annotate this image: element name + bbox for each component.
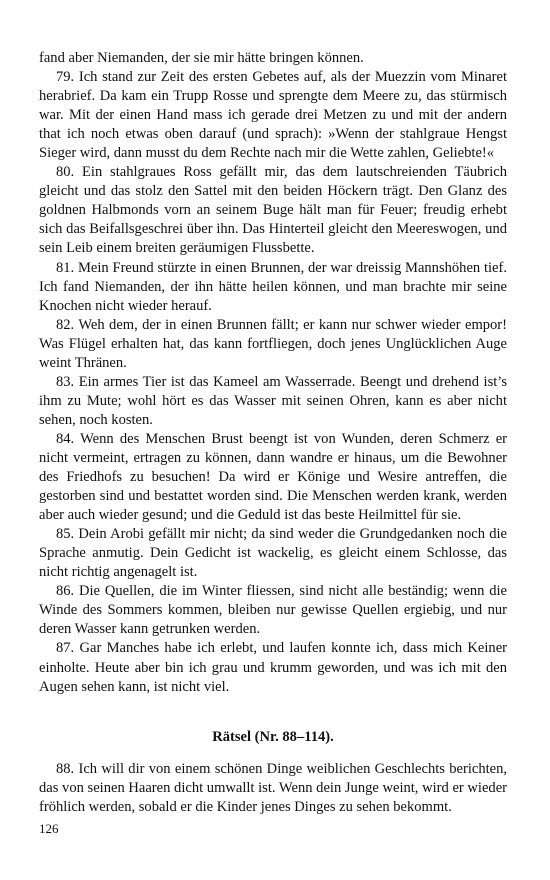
paragraph-84: 84. Wenn des Menschen Brust beengt ist von Wunden, deren Schmerz er nicht vermeint, ertragen zu können, dann wandre er hinaus, um die Bewohner des Friedhofs zu besuchen! Da wird er Könige und Wesire antreffen, die gestorben sind und bestattet worden sind. Die Menschen werden krank, werden aber auch wieder gesund; und die Geduld ist das beste Heilmittel für sie. <box>39 430 507 524</box>
paragraph-85: 85. Dein Arobi gefällt mir nicht; da sind weder die Grundgedanken noch die Sprache anmutig. Dein Gedicht ist wackelig, es gleicht einem Schlosse, das nicht richtig angenagelt ist. <box>39 526 507 581</box>
section-heading: Rätsel (Nr. 88–114). <box>212 728 334 745</box>
paragraph-88: 88. Ich will dir von einem schönen Dinge weiblichen Geschlechts berichten, das von seinen Haaren dicht umwallt ist. Wenn dein Junge weint, wird er wieder fröhlich werden, sobald er die Kinder jenes Dinges zu sehen bekommt. <box>39 760 507 815</box>
paragraph-81: 81. Mein Freund stürzte in einen Brunnen, der war dreissig Mannshöhen tief. Ich fand Niemanden, der ihn hätte heilen können, und man brachte mir seine Knochen nicht wieder herauf. <box>39 259 507 314</box>
paragraph-86: 86. Die Quellen, die im Winter fliessen, sind nicht alle beständig; wenn die Winde des Sommers kommen, bleiben nur gewisse Quellen ergiebig, und nur deren Wasser kann getrunken werden. <box>39 583 507 638</box>
paragraph-82: 82. Weh dem, der in einen Brunnen fällt; er kann nur schwer wieder empor! Was Flügel erhalten hat, das kann fortfliegen, doch jenes Unglücklichen Auge weint Thränen. <box>39 316 507 371</box>
paragraph-continuation: fand aber Niemanden, der sie mir hätte bringen können. <box>39 50 364 66</box>
page-body <box>39 49 507 817</box>
paragraph-83: 83. Ein armes Tier ist das Kameel am Wasserrade. Beengt und drehend ist’s ihm zu Mute; wohl hört es das Wasser mit seinen Ohren, kann es aber nicht sehen, noch kosten. <box>39 373 507 428</box>
page-number: 126 <box>39 821 59 836</box>
paragraph-79: 79. Ich stand zur Zeit des ersten Gebetes auf, als der Muezzin vom Minaret herabrief. Da kam ein Trupp Rosse und sprengte dem Meere zu, das stürmisch war. Mit der einen Hand mass ich gerade drei Metzen zu und mit der andern that ich noch etwas oben darauf (und sprach): »Wenn der stahlgraue Hengst Sieger wird, dann musst du dem Rechte nach mir die Wette zahlen, Geliebte!« <box>39 69 507 162</box>
text-before-heading <box>39 49 507 697</box>
paragraph-87: 87. Gar Manches habe ich erlebt, und laufen konnte ich, dass mich Keiner einholte. Heute aber bin ich grau und krumm geworden, und was ich mit den Augen sehen kann, ist nicht viel. <box>39 640 507 695</box>
paragraph-80: 80. Ein stahlgraues Ross gefällt mir, das dem lautschreienden Täubrich gleicht und das stolz den Sattel mit den beiden Höckern trägt. Den Glanz des goldnen Halbmonds vorn an seinem Buge hält man für Feuer; freudig erhebt sich das Beifallsgeschrei über ihn. Das Hinterteil gleicht den Meereswogen, und sein Leib einem breiten geräumigen Flussbette. <box>39 164 507 257</box>
text-after-heading <box>39 760 507 817</box>
